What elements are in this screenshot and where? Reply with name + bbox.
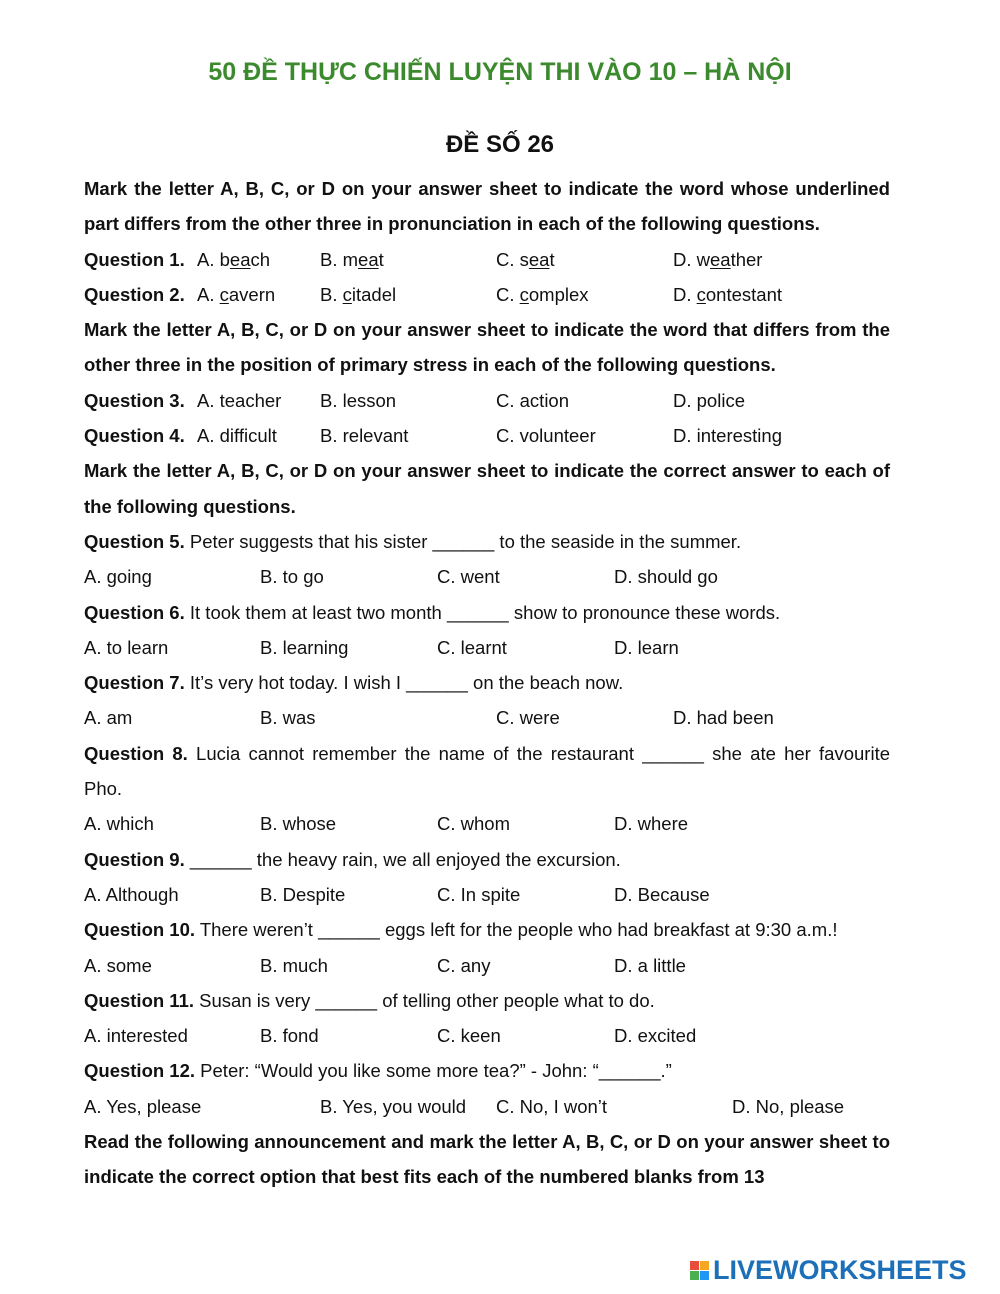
question-12-option-b[interactable]: B. Yes, you would [320, 1095, 467, 1117]
question-9-option-c[interactable]: C. In spite [437, 883, 521, 905]
question-2 [84, 277, 890, 312]
logo-block [700, 1261, 709, 1270]
question-3-option-d[interactable]: D. police [673, 389, 745, 411]
question-4-label: Question 4. [84, 425, 185, 447]
question-12-stem [84, 1053, 890, 1088]
question-11-stem [84, 983, 890, 1018]
logo-block [700, 1271, 709, 1280]
logo-text: LIVEWORKSHEETS [713, 1254, 967, 1285]
question-4-option-d[interactable]: D. interesting [673, 425, 782, 447]
question-6-text: It took them at least two month ______ show to pronounce these words. [189, 601, 781, 623]
question-8-option-b[interactable]: B. whose [260, 813, 337, 835]
question-7-option-a[interactable]: A. am [84, 707, 133, 729]
question-4-option-c[interactable]: C. volunteer [496, 425, 596, 447]
question-6-option-b[interactable]: B. learning [260, 636, 349, 658]
liveworksheets-logo [690, 1250, 967, 1290]
question-10-stem [84, 912, 890, 947]
question-9-option-d[interactable]: D. Because [614, 883, 710, 905]
question-10-option-c[interactable]: C. any [437, 954, 491, 976]
question-1 [84, 242, 890, 277]
question-4-option-a[interactable]: A. difficult [197, 425, 277, 447]
question-7-option-c[interactable]: C. were [496, 707, 560, 729]
question-10-option-b[interactable]: B. much [260, 954, 328, 976]
question-9-option-a[interactable]: A. Although [84, 883, 179, 905]
question-8-label: Question 8. [84, 742, 188, 764]
question-2-option-c[interactable]: C. complex [496, 283, 589, 305]
question-11-option-b[interactable]: B. fond [260, 1025, 319, 1047]
question-11-option-a[interactable]: A. interested [84, 1025, 188, 1047]
question-6-stem [84, 595, 890, 630]
question-3 [84, 383, 890, 418]
question-5-option-a[interactable]: A. going [84, 566, 152, 588]
question-7-stem [84, 665, 890, 700]
section1-instruction: Mark the letter A, B, C, or D on your answer sheet to indicate the word whose underlined part differs from the other three in pronunciation in each of the following questions. [84, 178, 890, 235]
exam-number: ĐỀ SỐ 26 [445, 131, 555, 158]
section2-instruction: Mark the letter A, B, C, or D on your answer sheet to indicate the word that differs from the other three in the position of primary stress in each of the following questions. [84, 319, 890, 376]
question-7-options [84, 700, 890, 735]
question-5-options [84, 559, 890, 594]
question-3-option-c[interactable]: C. action [496, 389, 570, 411]
question-3-option-a[interactable]: A. teacher [197, 389, 282, 411]
question-11-text: Susan is very ______ of telling other people what to do. [199, 989, 655, 1011]
question-6-option-a[interactable]: A. to learn [84, 636, 169, 658]
logo-block [690, 1261, 699, 1270]
question-2-label: Question 2. [84, 283, 185, 305]
question-12-options [84, 1089, 890, 1124]
question-1-option-c[interactable]: C. seat [496, 248, 555, 270]
logo-block [690, 1271, 699, 1280]
question-12-option-d[interactable]: D. No, please [732, 1095, 845, 1117]
question-5-option-d[interactable]: D. should go [614, 566, 718, 588]
question-12-option-a[interactable]: A. Yes, please [84, 1095, 202, 1117]
question-1-option-a[interactable]: A. beach [197, 248, 271, 270]
question-9-options [84, 877, 890, 912]
document-title: 50 ĐỀ THỰC CHIẾN LUYỆN THI VÀO 10 – HÀ NỘI [208, 58, 792, 86]
question-7-option-b[interactable]: B. was [260, 707, 316, 729]
question-8-text: Lucia cannot remember the name of the restaurant ______ she ate her favourite Pho. [84, 742, 890, 800]
question-2-option-b[interactable]: B. citadel [320, 283, 397, 305]
question-11-option-d[interactable]: D. excited [614, 1025, 697, 1047]
question-10-options [84, 948, 890, 983]
question-2-option-d[interactable]: D. contestant [673, 283, 783, 305]
question-11-label: Question 11. [84, 989, 195, 1011]
question-10-option-a[interactable]: A. some [84, 954, 152, 976]
question-8-option-d[interactable]: D. where [614, 813, 689, 835]
question-12-label: Question 12. [84, 1060, 196, 1082]
section3-instruction: Mark the letter A, B, C, or D on your answer sheet to indicate the correct answer to each of the following questions. [84, 460, 890, 517]
question-6-option-d[interactable]: D. learn [614, 636, 679, 658]
question-10-option-d[interactable]: D. a little [614, 954, 686, 976]
question-6-options [84, 630, 890, 665]
question-5-label: Question 5. [84, 530, 185, 552]
question-9-label: Question 9. [84, 848, 185, 870]
exam-content [84, 171, 890, 1195]
question-1-option-d[interactable]: D. weather [673, 248, 763, 270]
question-3-option-b[interactable]: B. lesson [320, 389, 397, 411]
question-4 [84, 418, 890, 453]
question-7-label: Question 7. [84, 672, 185, 694]
question-9-stem [84, 842, 890, 877]
question-9-text: ______ the heavy rain, we all enjoyed the excursion. [189, 848, 621, 870]
question-1-option-b[interactable]: B. meat [320, 248, 384, 270]
question-1-label: Question 1. [84, 248, 185, 270]
question-3-label: Question 3. [84, 389, 185, 411]
question-8-stem [84, 736, 890, 807]
logo-blocks-icon [690, 1261, 709, 1280]
question-11-options [84, 1018, 890, 1053]
question-7-text: It’s very hot today. I wish I ______ on the beach now. [189, 672, 624, 694]
question-5-text: Peter suggests that his sister ______ to the seaside in the summer. [189, 530, 742, 552]
section4-instruction: Read the following announcement and mark the letter A, B, C, or D on your answer sheet to indicate the correct option that best fits each of the numbered blanks from 13 [84, 1131, 890, 1188]
question-10-label: Question 10. [84, 919, 196, 941]
question-5-option-c[interactable]: C. went [437, 566, 500, 588]
question-5-stem [84, 524, 890, 559]
question-11-option-c[interactable]: C. keen [437, 1025, 501, 1047]
question-6-option-c[interactable]: C. learnt [437, 636, 507, 658]
question-2-option-a[interactable]: A. cavern [197, 283, 276, 305]
question-12-text: Peter: “Would you like some more tea?” - John: “______.” [200, 1060, 672, 1082]
question-6-label: Question 6. [84, 601, 185, 623]
question-4-option-b[interactable]: B. relevant [320, 425, 409, 447]
question-8-options [84, 806, 890, 841]
question-8-option-c[interactable]: C. whom [437, 813, 510, 835]
question-9-option-b[interactable]: B. Despite [260, 883, 346, 905]
question-8-option-a[interactable]: A. which [84, 813, 154, 835]
question-10-text: There weren’t ______ eggs left for the people who had breakfast at 9:30 a.m.! [199, 919, 838, 941]
question-7-option-d[interactable]: D. had been [673, 707, 774, 729]
question-5-option-b[interactable]: B. to go [260, 566, 324, 588]
question-12-option-c[interactable]: C. No, I won’t [496, 1095, 608, 1117]
